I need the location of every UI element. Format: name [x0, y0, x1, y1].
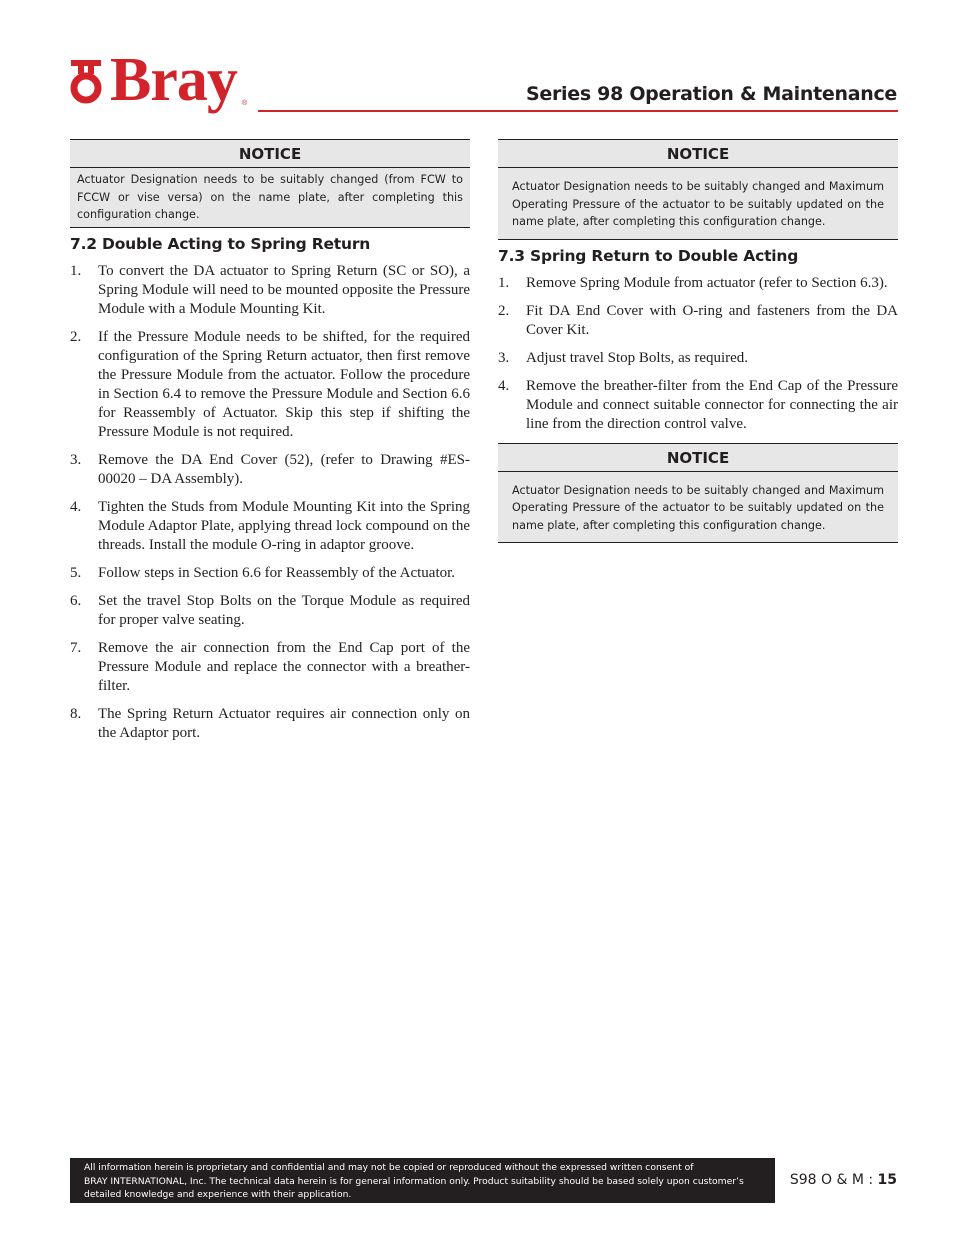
list-item — [70, 328, 470, 442]
list-item — [70, 592, 470, 630]
step-number: 5. — [70, 564, 82, 581]
step-text: If the Pressure Module needs to be shifted, for the required configuration of the Spring Return actuator, then first remove the Pressure Module from the actuator. Follow the procedure in Section 6.4 to remove the Pressure Module and Section 6.6 for Reassembly of Actuator. Skip this step if shifting the Pressure Module is not required. — [98, 328, 470, 440]
step-number: 2. — [70, 328, 82, 345]
footer-disclaimer — [70, 1158, 775, 1203]
step-number: 3. — [70, 451, 82, 468]
registered-mark: ® — [242, 100, 248, 107]
step-text: Remove the DA End Cover (52), (refer to Drawing #ES-00020 – DA Assembly). — [98, 451, 470, 487]
step-text: Remove the breather-filter from the End Cap of the Pressure Module and connect suitable connector for connecting the air line from the direction control valve. — [526, 377, 898, 432]
bray-logo-icon — [68, 57, 104, 109]
doc-label: S98 O & M : — [789, 1172, 878, 1188]
step-number: 3. — [498, 349, 510, 366]
bray-logo — [68, 46, 258, 115]
header-rule — [258, 110, 898, 112]
step-text: The Spring Return Actuator requires air connection only on the Adaptor port. — [98, 705, 470, 741]
notice-heading: NOTICE — [70, 140, 470, 168]
step-number: 1. — [70, 262, 82, 279]
notice-heading: NOTICE — [498, 444, 898, 472]
section-title: 7.2 Double Acting to Spring Return — [70, 234, 371, 253]
page-title: Series 98 Operation & Maintenance — [526, 83, 897, 105]
right-column — [498, 139, 898, 543]
step-text: Set the travel Stop Bolts on the Torque Module as required for proper valve seating. — [98, 592, 470, 628]
list-item — [498, 274, 898, 293]
notice-text: Actuator Designation needs to be suitably changed and Maximum Operating Pressure of the actuator to be suitably updated on the name plate, after completing this configuration change. — [512, 180, 884, 228]
notice-text: Actuator Designation needs to be suitably changed (from FCW to FCCW or vise versa) on the name plate, after completing this configuration change. — [77, 173, 463, 221]
step-text: To convert the DA actuator to Spring Return (SC or SO), a Spring Module will need to be mounted opposite the Pressure Module with a Module Mounting Kit. — [98, 262, 470, 317]
notice-box — [70, 139, 470, 228]
step-list — [70, 262, 470, 743]
step-text: Remove the air connection from the End Cap port of the Pressure Module and replace the connector with a breather-filter. — [98, 639, 470, 694]
list-item — [70, 564, 470, 583]
step-number: 4. — [498, 377, 510, 394]
list-item — [70, 451, 470, 489]
step-number: 2. — [498, 302, 510, 319]
step-number: 4. — [70, 498, 82, 515]
step-list — [498, 274, 898, 434]
list-item — [70, 498, 470, 555]
page-footer-label — [790, 1172, 897, 1188]
list-item — [70, 262, 470, 319]
brand-wordmark: Bray — [110, 46, 237, 114]
notice-box — [498, 139, 898, 240]
list-item — [70, 705, 470, 743]
step-text: Remove Spring Module from actuator (refer to Section 6.3). — [526, 274, 888, 291]
step-number: 7. — [70, 639, 82, 656]
notice-text: Actuator Designation needs to be suitably changed and Maximum Operating Pressure of the actuator to be suitably updated on the name plate, after completing this configuration change. — [512, 483, 884, 532]
disclaimer-line: BRAY INTERNATIONAL, Inc. The technical data herein is for general information only. Product suitability should be based solely upon customer’s — [84, 1175, 744, 1187]
left-column — [70, 139, 470, 752]
step-number: 1. — [498, 274, 510, 291]
step-number: 6. — [70, 592, 82, 609]
step-text: Adjust travel Stop Bolts, as required. — [526, 349, 749, 366]
page-number: 15 — [877, 1172, 897, 1188]
step-text: Fit DA End Cover with O-ring and fasteners from the DA Cover Kit. — [526, 302, 898, 338]
disclaimer-line: detailed knowledge and experience with their application. — [84, 1189, 352, 1200]
list-item — [70, 639, 470, 696]
list-item — [498, 349, 898, 368]
step-number: 8. — [70, 705, 82, 722]
step-text: Follow steps in Section 6.6 for Reassembly of the Actuator. — [98, 564, 456, 581]
section-title: 7.3 Spring Return to Double Acting — [498, 246, 799, 265]
step-text: Tighten the Studs from Module Mounting Kit into the Spring Module Adaptor Plate, applying thread lock compound on the threads. Install the module O-ring in adaptor groove. — [98, 498, 470, 553]
list-item — [498, 377, 898, 434]
list-item — [498, 302, 898, 340]
notice-box — [498, 443, 898, 544]
disclaimer-line: All information herein is proprietary and confidential and may not be copied or reproduced without the expressed written consent of — [84, 1162, 694, 1173]
notice-heading: NOTICE — [498, 140, 898, 168]
